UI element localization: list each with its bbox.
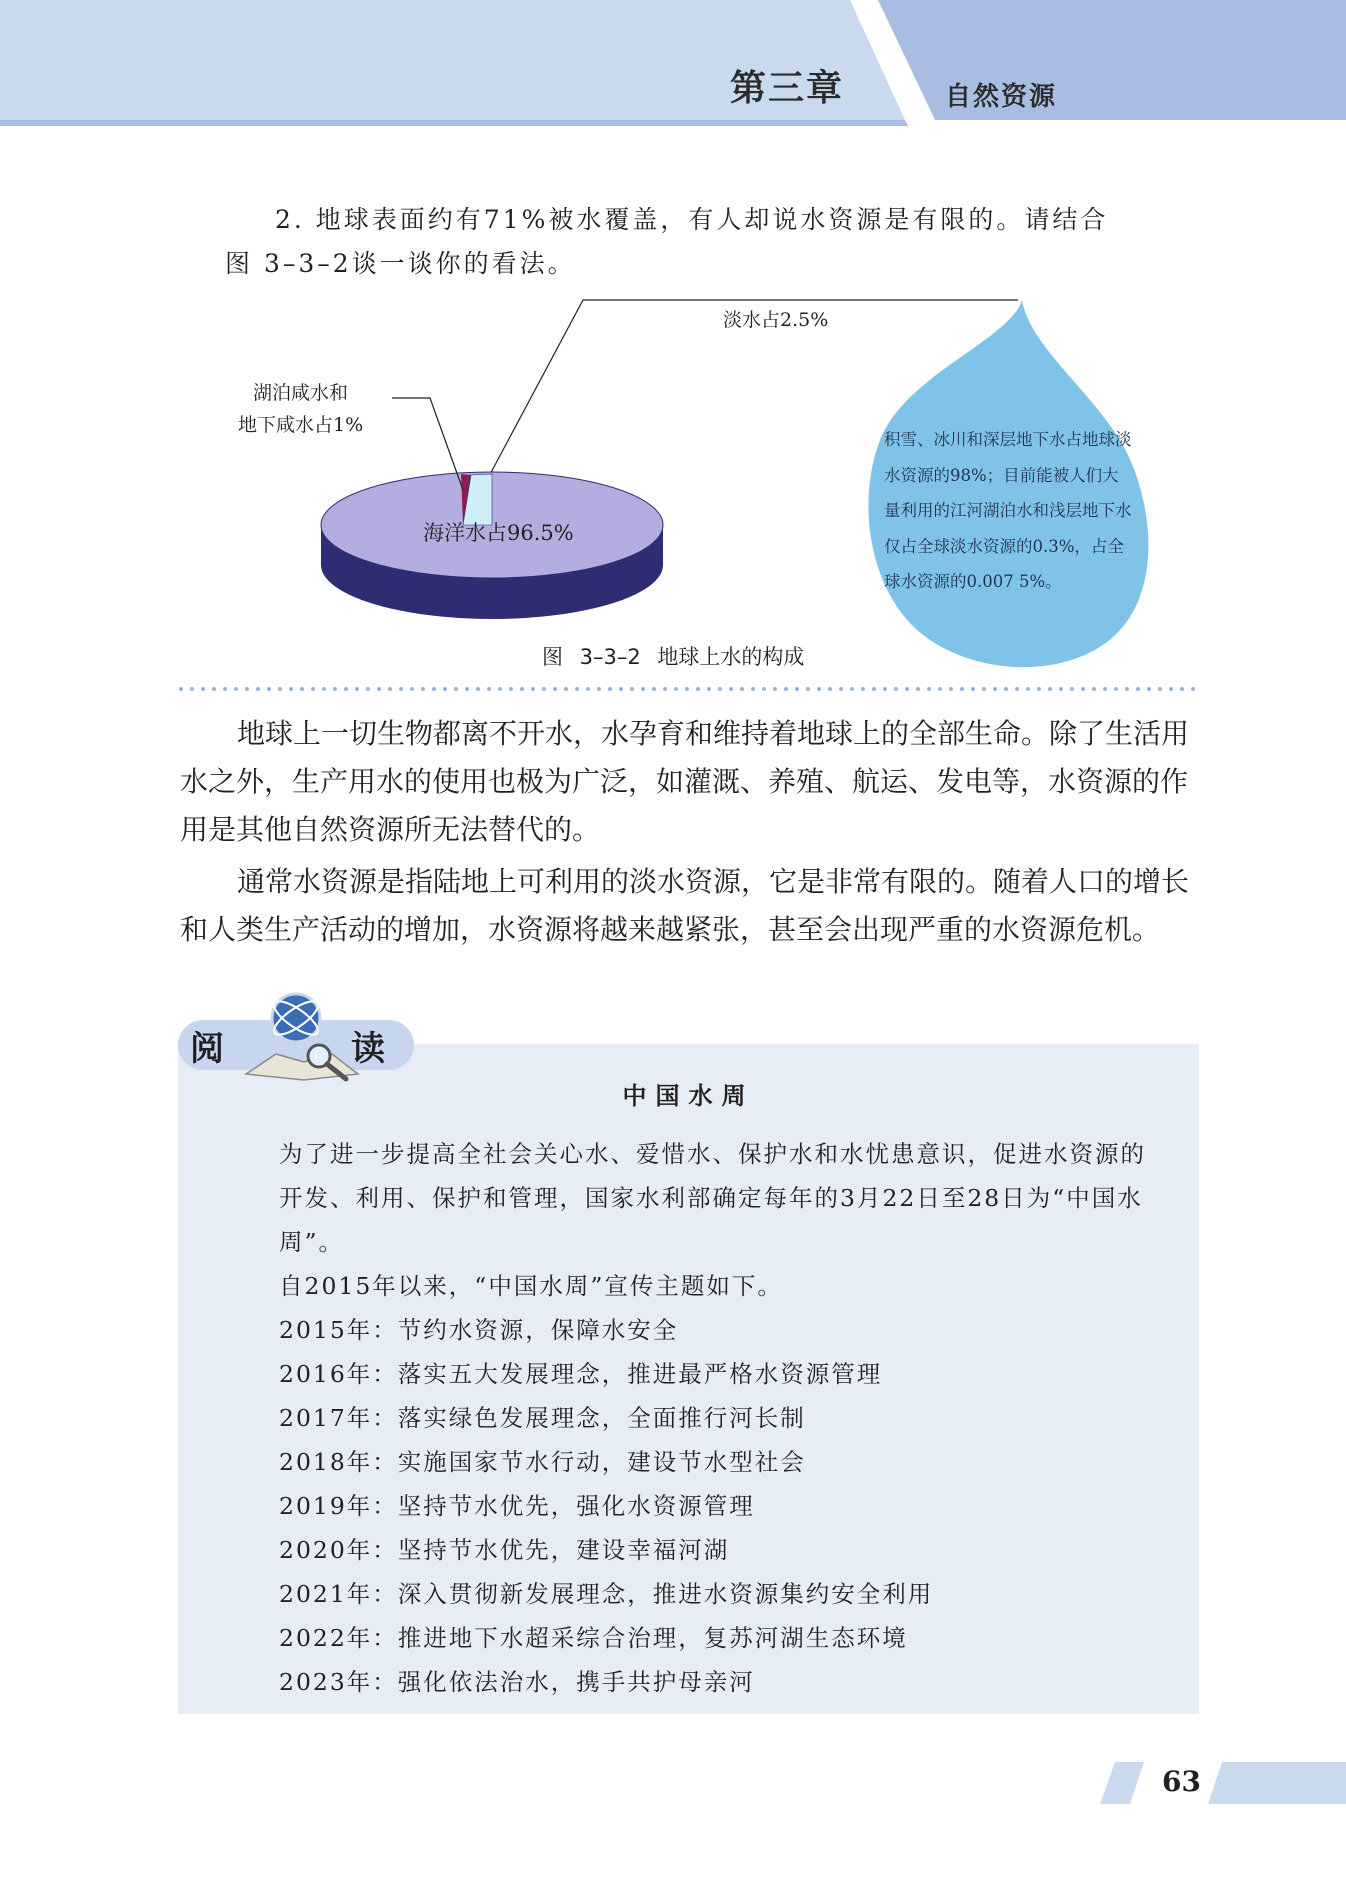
body-paragraph-2: 通常水资源是指陆地上可利用的淡水资源，它是非常有限的。随着人口的增长和人类生产活动的增加，水资源将越来越紧张，甚至会出现严重的水资源危机。	[180, 865, 1190, 946]
page-number-band	[1100, 1762, 1346, 1804]
label-saltwater-line-2: 地下咸水占1%	[238, 414, 364, 436]
drop-note: 积雪、冰川和深层地下水占地球淡水资源的98%；目前能被人们大量利用的江河湖泊水和浅层地下水仅占全球淡水资源的0.3%，占全球水资源的0.007 5%。	[884, 430, 1132, 591]
badge-left-char: 阅	[190, 1029, 224, 1069]
label-ocean: 海洋水占96.5%	[423, 521, 574, 545]
reading-paragraph-2: 自2015年以来，“中国水周”宣传主题如下。	[279, 1272, 783, 1300]
reading-paragraph-1: 为了进一步提高全社会关心水、爱惜水、保护水和水忧患意识，促进水资源的开发、利用、保护和管理，国家水利部确定每年的3月22日至28日为“中国水周”。	[279, 1140, 1146, 1256]
theme-list	[223, 1308, 1163, 1704]
theme-item: 2016年：落实五大发展理念，推进最严格水资源管理	[279, 1360, 883, 1388]
theme-item: 2020年：坚持节水优先，建设幸福河湖	[279, 1536, 730, 1564]
reading-badge	[176, 976, 416, 1086]
theme-item: 2021年：深入贯彻新发展理念，推进水资源集约安全利用	[279, 1580, 934, 1608]
body-paragraph-1: 地球上一切生物都离不开水，水孕育和维持着地球上的全部生命。除了生活用水之外，生产用水的使用也极为广泛，如灌溉、养殖、航运、发电等，水资源的作用是其他自然资源所无法替代的。	[180, 717, 1190, 846]
header-band	[0, 0, 1346, 126]
question-line-2: 图 3–3–2谈一谈你的看法。	[225, 249, 576, 278]
reading-title: 中国水周	[622, 1082, 755, 1110]
dotted-divider	[178, 686, 1198, 692]
theme-item: 2023年：强化依法治水，携手共护母亲河	[279, 1668, 755, 1696]
reading-body	[223, 1132, 1163, 1704]
theme-item: 2022年：推进地下水超采综合治理，复苏河湖生态环境	[279, 1624, 908, 1652]
theme-item: 2015年：节约水资源，保障水安全	[279, 1316, 679, 1344]
label-freshwater: 淡水占2.5%	[723, 309, 829, 331]
body-text	[180, 710, 1200, 958]
label-saltwater-line-1: 湖泊咸水和	[253, 382, 349, 404]
chapter-subtitle: 自然资源	[945, 82, 1058, 112]
theme-item: 2017年：落实绿色发展理念，全面推行河长制	[279, 1404, 806, 1432]
question-line-1: 2. 地球表面约有71%被水覆盖，有人却说水资源是有限的。请结合	[275, 205, 1109, 234]
theme-item: 2019年：坚持节水优先，强化水资源管理	[279, 1492, 755, 1520]
question	[225, 198, 1155, 286]
chapter-title: 第三章	[730, 68, 845, 109]
badge-right-char: 读	[351, 1029, 385, 1069]
theme-item: 2018年：实施国家节水行动，建设节水型社会	[279, 1448, 806, 1476]
reading-box	[178, 1044, 1199, 1714]
page-number: 63	[1162, 1765, 1201, 1798]
figure-caption: 图 3–3–2 地球上水的构成	[542, 645, 805, 669]
